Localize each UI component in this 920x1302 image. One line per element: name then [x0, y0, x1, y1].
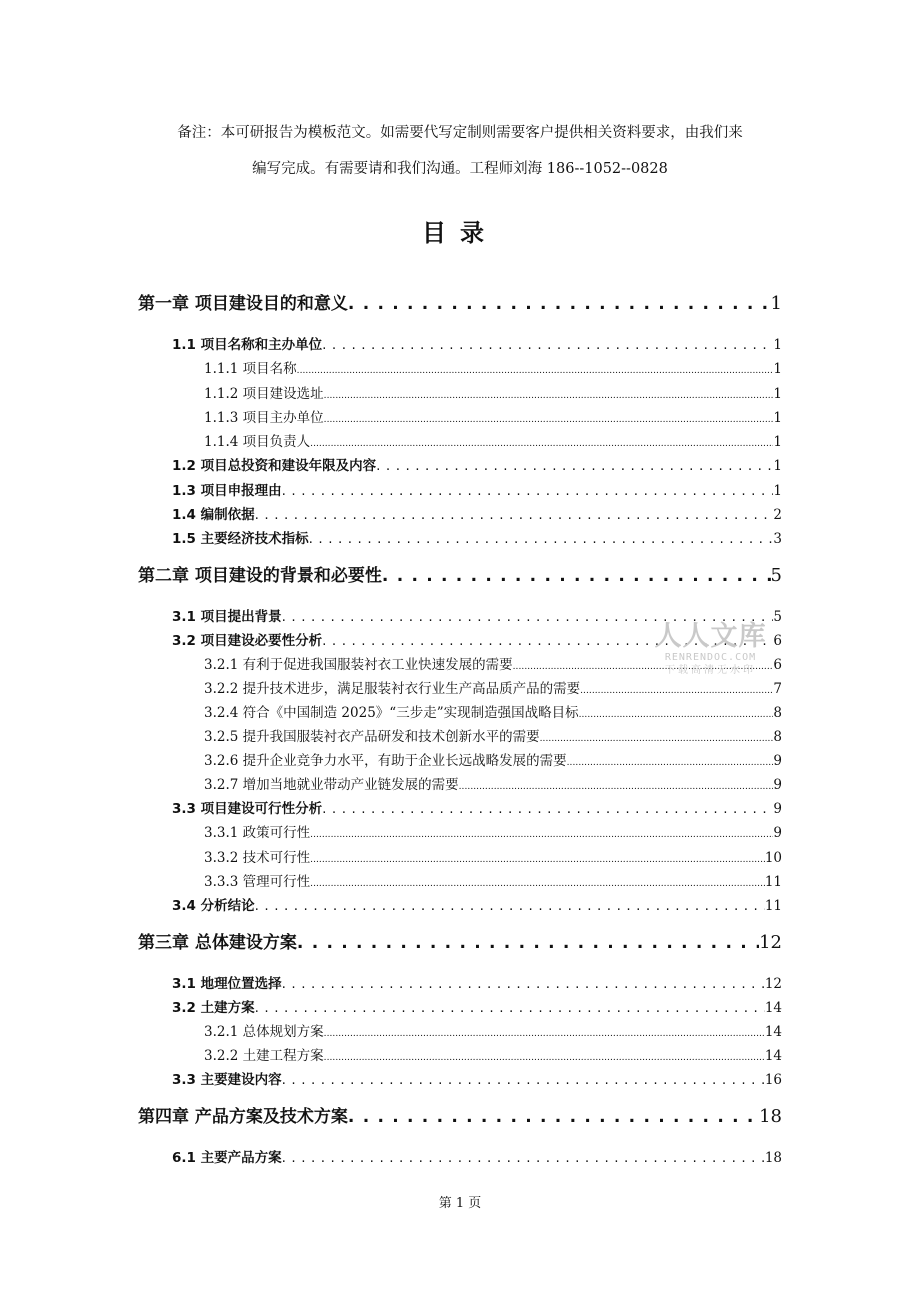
toc-section-entry[interactable] — [172, 1068, 782, 1088]
toc-entry-page: 1 — [773, 458, 782, 474]
toc-dot-leader — [297, 366, 774, 376]
toc-subsection-entry[interactable] — [204, 821, 782, 841]
toc-entry-label: 第四章 产品方案及技术方案 — [138, 1107, 348, 1127]
toc-dot-leader — [255, 1000, 765, 1016]
toc-entry-page: 9 — [773, 753, 782, 769]
toc-entry-label: 3.3 项目建设可行性分析 — [172, 801, 323, 817]
toc-subsection-entry[interactable] — [204, 1044, 782, 1064]
toc-entry-label: 1.5 主要经济技术指标 — [172, 531, 309, 547]
toc-entry-label: 1.1.1 项目名称 — [204, 361, 297, 377]
toc-entry-label: 3.4 分析结论 — [172, 898, 255, 914]
toc-entry-page: 1 — [773, 483, 782, 499]
toc-entry-label: 3.2 项目建设必要性分析 — [172, 633, 323, 649]
toc-entry-label: 1.1.2 项目建设选址 — [204, 386, 324, 402]
toc-dot-leader — [255, 898, 765, 914]
toc-subsection-entry[interactable] — [204, 406, 782, 426]
toc-entry-page: 5 — [770, 565, 782, 586]
toc-dot-leader — [324, 1029, 765, 1039]
toc-chapter-entry[interactable] — [138, 1102, 782, 1127]
toc-entry-label: 3.2.2 土建工程方案 — [204, 1048, 324, 1064]
toc-subsection-entry[interactable] — [204, 725, 782, 745]
toc-entry-label: 3.3.2 技术可行性 — [204, 850, 311, 866]
toc-entry-page: 2 — [773, 507, 782, 523]
toc-subsection-entry[interactable] — [204, 677, 782, 697]
toc-entry-label: 3.1 项目提出背景 — [172, 609, 282, 625]
toc-dot-leader — [324, 415, 774, 425]
toc-entry-label: 3.2.5 提升我国服装衬衣产品研发和技术创新水平的需要 — [204, 729, 540, 745]
toc-entry-page: 14 — [764, 1024, 782, 1040]
toc-entry-page: 1 — [773, 361, 782, 377]
watermark-domain: RENRENDOC.COM — [664, 652, 757, 663]
toc-dot-leader — [310, 855, 765, 865]
toc-entry-label: 1.2 项目总投资和建设年限及内容 — [172, 458, 377, 474]
toc-dot-leader — [580, 686, 773, 696]
toc-section-entry[interactable] — [172, 454, 782, 474]
page-number-footer: 第 1 页 — [438, 1196, 482, 1211]
toc-entry-page: 14 — [764, 1048, 782, 1064]
toc-entry-page: 9 — [773, 801, 782, 817]
toc-dot-leader — [579, 710, 774, 720]
toc-subsection-entry[interactable] — [204, 870, 782, 890]
watermark-tagline: 下载高清无水印 — [665, 665, 756, 676]
watermark — [648, 622, 773, 678]
toc-dot-leader — [348, 1107, 759, 1127]
watermark-logo-text: 人人文库 — [654, 621, 767, 652]
toc-section-entry[interactable] — [172, 479, 782, 499]
toc-entry-label: 3.2 土建方案 — [172, 1000, 255, 1016]
toc-entry-page: 18 — [764, 1150, 782, 1166]
toc-entry-page: 7 — [773, 681, 782, 697]
toc-entry-label: 3.3.3 管理可行性 — [204, 874, 311, 890]
toc-dot-leader — [282, 483, 774, 499]
toc-subsection-entry[interactable] — [204, 1020, 782, 1040]
toc-chapter-entry[interactable] — [138, 928, 782, 953]
toc-title: 目录 — [422, 219, 498, 247]
template-note-line-1: 备注：本可研报告为模板范文。如需要代写定制则需要客户提供相关资料要求，由我们来 — [177, 125, 743, 141]
toc-subsection-entry[interactable] — [204, 773, 782, 793]
toc-entry-label: 3.2.6 提升企业竞争力水平，有助于企业长远战略发展的需要 — [204, 753, 567, 769]
toc-entry-page: 1 — [770, 293, 782, 314]
toc-dot-leader — [459, 782, 774, 792]
toc-entry-label: 3.2.1 总体规划方案 — [204, 1024, 324, 1040]
toc-dot-leader — [255, 507, 774, 523]
toc-subsection-entry[interactable] — [204, 701, 782, 721]
toc-entry-label: 3.2.1 有利于促进我国服装衬衣工业快速发展的需要 — [204, 657, 513, 673]
toc-dot-leader — [309, 531, 774, 547]
toc-entry-label: 3.2.7 增加当地就业带动产业链发展的需要 — [204, 777, 459, 793]
toc-dot-leader — [310, 830, 773, 840]
toc-entry-page: 3 — [773, 531, 782, 547]
toc-dot-leader — [310, 879, 765, 889]
toc-dot-leader — [540, 734, 774, 744]
toc-subsection-entry[interactable] — [204, 357, 782, 377]
toc-dot-leader — [382, 566, 771, 586]
toc-entry-page: 11 — [764, 898, 782, 914]
toc-entry-label: 6.1 主要产品方案 — [172, 1150, 282, 1166]
toc-section-entry[interactable] — [172, 797, 782, 817]
toc-subsection-entry[interactable] — [204, 749, 782, 769]
toc-section-entry[interactable] — [172, 996, 782, 1016]
toc-entry-page: 9 — [773, 777, 782, 793]
toc-entry-page: 9 — [773, 825, 782, 841]
toc-dot-leader — [324, 391, 774, 401]
toc-section-entry[interactable] — [172, 333, 782, 353]
toc-entry-label: 第一章 项目建设目的和意义 — [138, 294, 348, 314]
toc-dot-leader — [282, 1150, 765, 1166]
toc-entry-page: 1 — [773, 410, 782, 426]
toc-chapter-entry[interactable] — [138, 289, 782, 314]
toc-entry-label: 3.2.2 提升技术进步，满足服装衬衣行业生产高品质产品的需要 — [204, 681, 581, 697]
toc-dot-leader — [282, 976, 765, 992]
template-note-line-2: 编写完成。有需要请和我们沟通。工程师刘海 186--1052--0828 — [252, 161, 668, 177]
toc-entry-label: 1.4 编制依据 — [172, 507, 255, 523]
toc-dot-leader — [310, 439, 773, 449]
toc-entry-label: 3.3.1 政策可行性 — [204, 825, 311, 841]
toc-entry-label: 1.1.3 项目主办单位 — [204, 410, 324, 426]
toc-section-entry[interactable] — [172, 972, 782, 992]
toc-entry-page: 1 — [773, 434, 782, 450]
toc-entry-page: 18 — [759, 1106, 782, 1127]
toc-dot-leader — [282, 1072, 765, 1088]
toc-dot-leader — [376, 458, 773, 474]
toc-dot-leader — [322, 337, 773, 353]
toc-entry-label: 1.1.4 项目负责人 — [204, 434, 311, 450]
toc-subsection-entry[interactable] — [204, 430, 782, 450]
toc-entry-label: 1.1 项目名称和主办单位 — [172, 337, 323, 353]
toc-entry-page: 6 — [773, 633, 782, 649]
toc-entry-page: 1 — [773, 337, 782, 353]
toc-dot-leader — [297, 933, 759, 953]
toc-entry-label: 第三章 总体建设方案 — [138, 933, 297, 953]
toc-dot-leader — [567, 758, 774, 768]
toc-section-entry[interactable] — [172, 1146, 782, 1166]
toc-entry-label: 第二章 项目建设的背景和必要性 — [138, 566, 382, 586]
toc-entry-page: 12 — [759, 932, 782, 953]
toc-chapter-entry[interactable] — [138, 561, 782, 586]
toc-dot-leader — [322, 801, 773, 817]
toc-entry-label: 3.2.4 符合《中国制造 2025》“三步走”实现制造强国战略目标 — [204, 705, 579, 721]
toc-section-entry[interactable] — [172, 527, 782, 547]
toc-subsection-entry[interactable] — [204, 846, 782, 866]
toc-entry-page: 11 — [764, 874, 782, 890]
toc-entry-page: 1 — [773, 386, 782, 402]
toc-entry-page: 6 — [773, 657, 782, 673]
toc-entry-label: 3.1 地理位置选择 — [172, 976, 282, 992]
toc-dot-leader — [348, 294, 771, 314]
toc-entry-label: 1.3 项目申报理由 — [172, 483, 282, 499]
toc-subsection-entry[interactable] — [204, 382, 782, 402]
toc-section-entry[interactable] — [172, 894, 782, 914]
toc-entry-label: 3.3 主要建设内容 — [172, 1072, 282, 1088]
toc-entry-page: 14 — [764, 1000, 782, 1016]
toc-entry-page: 16 — [764, 1072, 782, 1088]
toc-entry-page: 10 — [764, 850, 782, 866]
toc-section-entry[interactable] — [172, 503, 782, 523]
toc-entry-page: 5 — [773, 609, 782, 625]
toc-entry-page: 8 — [773, 705, 782, 721]
toc-entry-page: 8 — [773, 729, 782, 745]
toc-dot-leader — [324, 1053, 765, 1063]
toc-entry-page: 12 — [764, 976, 782, 992]
